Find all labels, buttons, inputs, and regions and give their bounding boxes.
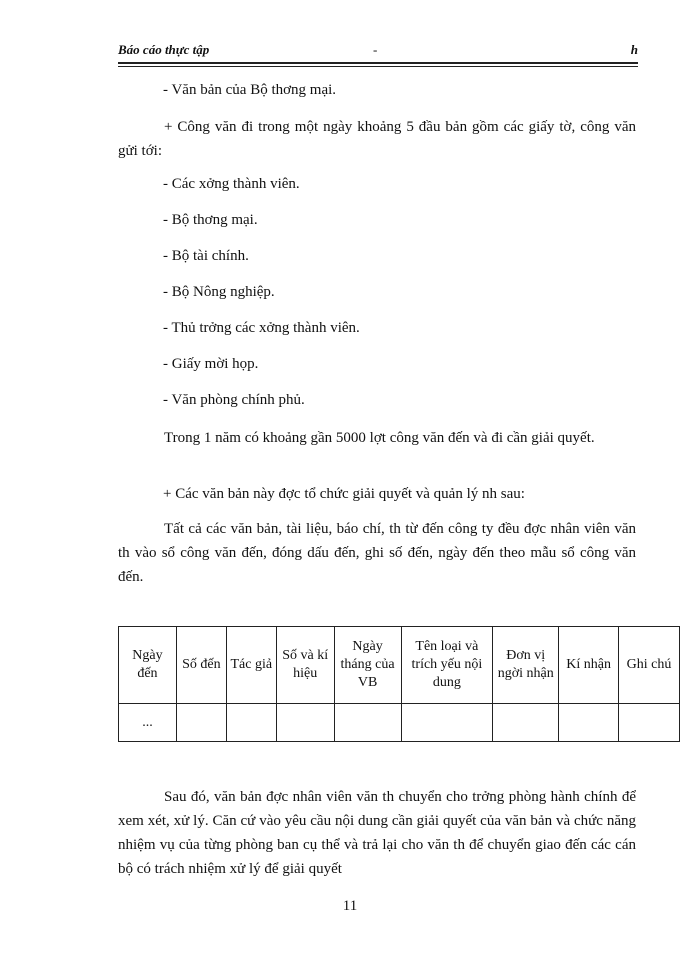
list-item: - Giấy mời họp. xyxy=(163,356,259,372)
list-item: - Bộ tài chính. xyxy=(163,248,249,264)
paragraph: Sau đó, văn bản đợc nhân viên văn th chuyển cho trởng phòng hành chính để xem xét, xử lý. Căn cứ vào yêu cầu nội dung cần giải quyết của văn bản và chức năng nhiệm vụ của từng phòng ban cụ thể và trả lại cho văn th để chuyển giao đến các cán bộ có trách nhiệm xử lý để giải quyết xyxy=(118,789,636,877)
header-rule-thick xyxy=(118,62,638,64)
list-item: - Bộ Nông nghiệp. xyxy=(163,284,275,300)
table-cell xyxy=(334,704,401,742)
table-header-cell: Tên loại và trích yếu nội dung xyxy=(401,627,493,704)
table-cell xyxy=(276,704,334,742)
table-header-cell: Ngày tháng của VB xyxy=(334,627,401,704)
table-cell: ... xyxy=(119,704,177,742)
header-separator: - xyxy=(373,42,378,57)
table-row xyxy=(119,704,680,742)
list-item: - Văn phòng chính phủ. xyxy=(163,392,305,408)
table-cell xyxy=(559,704,619,742)
table-cell xyxy=(619,704,680,742)
paragraph: + Công văn đi trong một ngày khoảng 5 đầu bản gồm các giấy tờ, công văn gửi tới: xyxy=(118,119,636,159)
table-header-cell: Đơn vị ngời nhận xyxy=(493,627,559,704)
header-rule-thin xyxy=(118,66,638,67)
table-header-cell: Kí nhận xyxy=(559,627,619,704)
list-item: - Các xởng thành viên. xyxy=(163,176,300,192)
table-cell xyxy=(226,704,276,742)
header-initial: h xyxy=(630,42,638,57)
paragraph: Tất cả các văn bản, tài liệu, báo chí, th từ đến công ty đều đợc nhân viên văn th vào sổ công văn đến, đóng dấu đến, ghi số đến, ngày đến theo mẫu sổ công văn đến. xyxy=(118,521,636,585)
list-item: - Bộ thơng mại. xyxy=(163,212,258,228)
paragraph: Trong 1 năm có khoảng gần 5000 lợt công văn đến và đi cần giải quyết. xyxy=(164,430,595,446)
running-header xyxy=(118,42,638,62)
table-header-cell: Tác giả xyxy=(226,627,276,704)
document-register-table xyxy=(118,626,680,742)
table-header-cell: Số và kí hiệu xyxy=(276,627,334,704)
paragraph: - Văn bản của Bộ thơng mại. xyxy=(163,82,337,98)
paragraph: + Các văn bản này đợc tổ chức giải quyết và quản lý nh sau: xyxy=(163,486,525,502)
table-header-row xyxy=(119,627,680,704)
table-cell xyxy=(401,704,493,742)
table-header-cell: Ghi chú xyxy=(619,627,680,704)
table-header-cell: Ngày đến xyxy=(119,627,177,704)
table-header-cell: Số đến xyxy=(176,627,226,704)
header-title: Báo cáo thực tập xyxy=(118,42,210,57)
list-item: - Thủ trởng các xởng thành viên. xyxy=(163,320,360,336)
table-cell xyxy=(493,704,559,742)
table-cell xyxy=(176,704,226,742)
page-number: 11 xyxy=(342,898,358,914)
